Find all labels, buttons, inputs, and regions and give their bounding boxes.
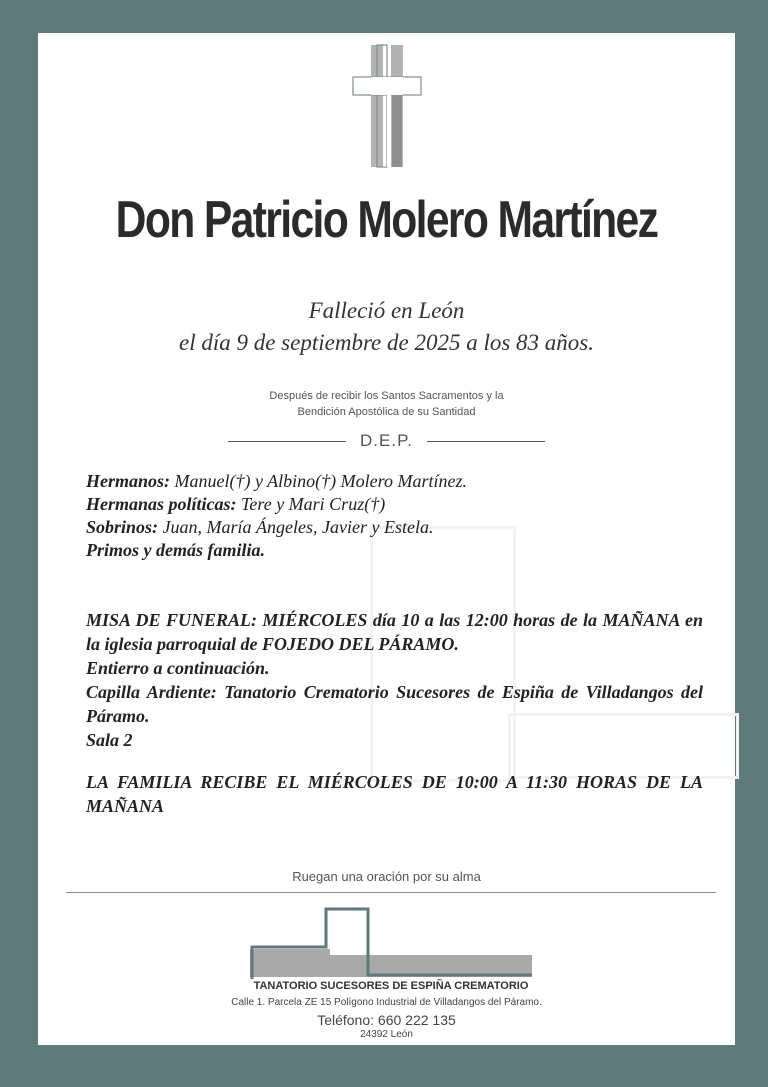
divider-line-right [427,441,545,442]
funeral-mass: MISA DE FUNERAL: MIÉRCOLES día 10 a las 12:00 horas de la MAÑANA en la iglesia parroquial de FOJEDO DEL PÁRAMO. [86,610,703,654]
cross-icon [351,43,423,169]
family-list [86,470,706,562]
sacraments-note [38,388,735,420]
family-sobrinos: Sobrinos: Juan, María Ángeles, Javier y Estela. [86,517,434,537]
divider-line-left [228,441,346,442]
deceased-name: Don Patricio Molero Martínez [115,191,658,249]
death-date: el día 9 de septiembre de 2025 a los 83 años. [178,330,594,355]
chapel-location: Capilla Ardiente: Tanatorio Crematorio Sucesores de Espiña de Villadangos del Páramo. [86,682,703,726]
room-number: Sala 2 [86,730,133,750]
sacraments-line-1: Después de recibir los Santos Sacramentos y la [269,390,504,402]
family-hermanas-politicas: Hermanas políticas: Tere y Mari Cruz(†) [86,494,386,514]
death-place: Falleció en León [308,298,465,323]
dep-label: D.E.P. [360,431,413,450]
company-address: Calle 1. Parcela ZE 15 Polígono Industrial de Villadangos del Páramo. [231,997,542,1008]
company-zip: 24392 León [360,1029,413,1040]
footer-divider [66,892,716,893]
family-receives: LA FAMILIA RECIBE EL MIÉRCOLES DE 10:00 A 11:30 HORAS DE LA MAÑANA [86,772,703,816]
death-notice [38,295,735,359]
funeral-home-logo [250,907,532,981]
dep-divider [38,431,735,451]
company-name: TANATORIO SUCESORES DE ESPIÑA CREMATORIO [253,980,529,992]
family-hermanos: Hermanos: Manuel(†) y Albino(†) Molero Martínez. [86,471,467,491]
prayer-request: Ruegan una oración por su alma [292,869,481,884]
sacraments-line-2: Bendición Apostólica de su Santidad [297,406,476,418]
obituary-sheet [38,33,735,1045]
family-primos: Primos y demás familia. [86,540,265,560]
burial-note: Entierro a continuación. [86,658,270,678]
funeral-details [86,608,703,752]
company-phone: Teléfono: 660 222 135 [317,1012,456,1028]
